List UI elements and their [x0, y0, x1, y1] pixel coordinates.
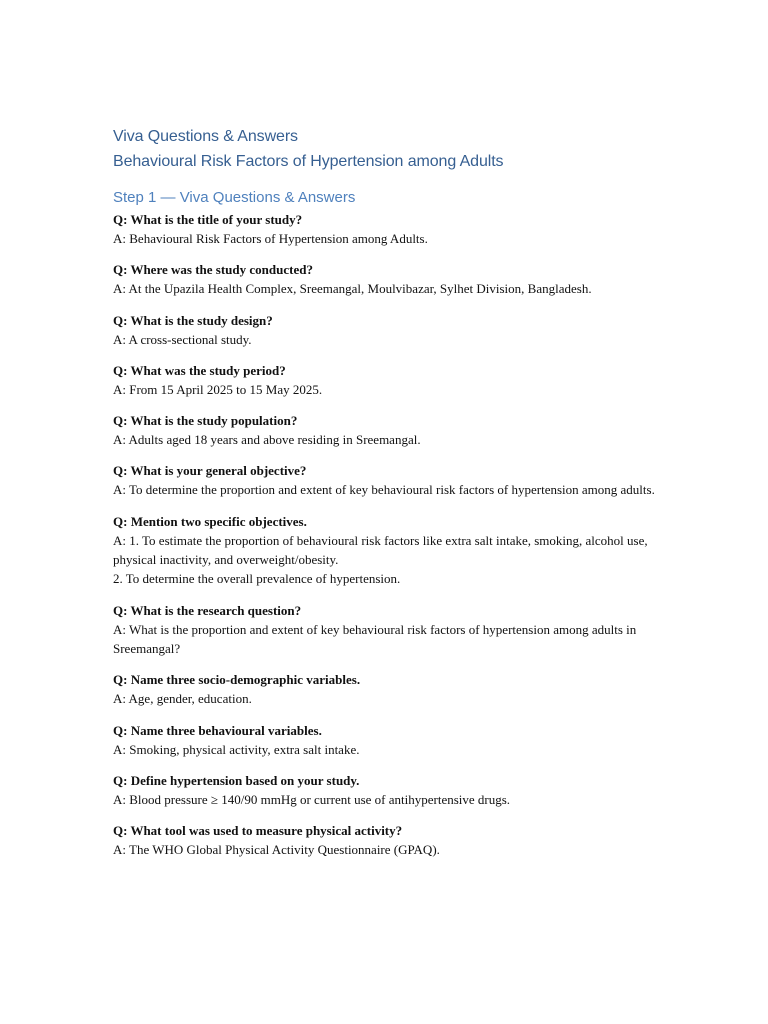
question-text: Q: What tool was used to measure physical activity?: [113, 823, 403, 839]
qa-item: [113, 512, 658, 589]
answer-text: A: Blood pressure ≥ 140/90 mmHg or current use of antihypertensive drugs.: [113, 791, 511, 807]
answer-text: A: The WHO Global Physical Activity Questionnaire (GPAQ).: [113, 842, 440, 858]
qa-item: [113, 260, 658, 298]
answer-text: A: Smoking, physical activity, extra salt intake.: [113, 741, 360, 757]
qa-item: [113, 311, 658, 349]
question-text: Q: What was the study period?: [113, 362, 286, 378]
question-text: Q: Name three socio-demographic variables.: [113, 672, 361, 688]
answer-text: A: Behavioural Risk Factors of Hypertension among Adults.: [113, 231, 428, 246]
qa-item: [113, 721, 658, 759]
answer-text: A: At the Upazila Health Complex, Sreemangal, Moulvibazar, Sylhet Division, Bangladesh.: [113, 281, 592, 297]
answer-text: A: To determine the proportion and extent of key behavioural risk factors of hypertension among adults.: [113, 482, 655, 498]
question-text: Q: Mention two specific objectives.: [113, 513, 307, 529]
qa-item: [113, 771, 658, 809]
question-text: Q: What is the title of your study?: [113, 212, 303, 227]
step-heading: Step 1 — Viva Questions & Answers: [113, 189, 356, 206]
qa-item: [113, 361, 658, 399]
answer-text: A: A cross-sectional study.: [113, 331, 252, 347]
answer-text: A: Age, gender, education.: [113, 691, 252, 707]
question-text: Q: What is the study population?: [113, 413, 298, 429]
answer-text: A: Adults aged 18 years and above residing in Sreemangal.: [113, 432, 421, 448]
qa-item: [113, 411, 658, 449]
qa-item: [113, 461, 658, 499]
question-text: Q: What is the study design?: [113, 312, 273, 328]
document-title-line-1: Viva Questions & Answers: [113, 128, 298, 145]
question-text: Q: Name three behavioural variables.: [113, 722, 322, 738]
document-content: [113, 124, 658, 871]
answer-text: A: 1. To estimate the proportion of behavioural risk factors like extra salt intake, smoking, alcohol use, physical inactivity, and overweight/obesity. 2. To determine the overall prevalence of hypertension.: [113, 532, 648, 587]
answer-text: A: What is the proportion and extent of key behavioural risk factors of hypertension among adults in Sreemangal?: [113, 621, 637, 656]
answer-text: A: From 15 April 2025 to 15 May 2025.: [113, 381, 323, 397]
qa-item: [113, 210, 658, 248]
qa-list: [113, 210, 658, 859]
qa-item: [113, 821, 658, 859]
question-text: Q: Where was the study conducted?: [113, 262, 313, 278]
qa-item: [113, 601, 658, 659]
qa-item: [113, 670, 658, 708]
question-text: Q: What is your general objective?: [113, 463, 307, 479]
question-text: Q: What is the research question?: [113, 602, 302, 618]
document-title-line-2: Behavioural Risk Factors of Hypertension among Adults: [113, 153, 504, 170]
question-text: Q: Define hypertension based on your study.: [113, 772, 360, 788]
